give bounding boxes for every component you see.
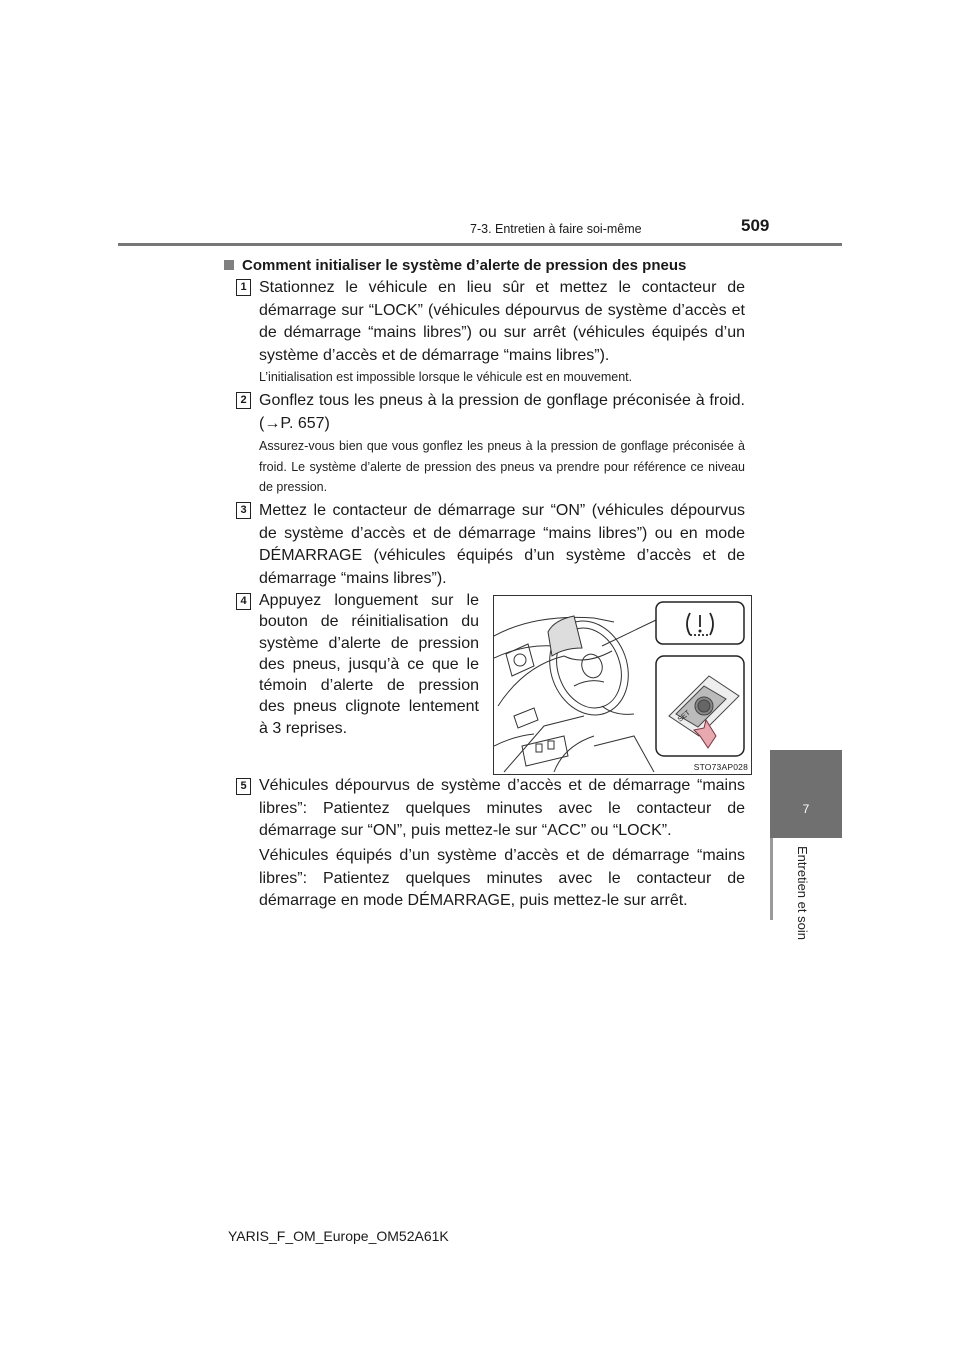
step-1-text: Stationnez le véhicule en lieu sûr et mettez le contacteur de démarrage sur “LOCK” (véhicules dépourvus de système d’accès et de démarrage “mains libres”) ou sur arrêt (véhicules équipés d’un système d’accès et de démarrage “mains libres”). xyxy=(259,279,745,364)
step-2-note: Assurez-vous bien que vous gonflez les pneus à la pression de gonflage préconisée à froid. Le système d’alerte de pression des pneus va prendre pour référence ce niveau de pression. xyxy=(259,439,745,494)
set-button-label: SET xyxy=(676,709,692,724)
step-number-3: 3 xyxy=(236,502,251,519)
header-divider xyxy=(118,243,842,246)
chapter-tab xyxy=(770,750,842,838)
dashboard-illustration xyxy=(493,595,752,775)
heading-text: Comment initialiser le système d’alerte de pression des pneus xyxy=(242,257,687,274)
section-title: 7-3. Entretien à faire soi-même xyxy=(470,222,642,236)
step-number-2: 2 xyxy=(236,392,251,409)
step-3-text: Mettez le contacteur de démarrage sur “ON” (véhicules dépourvus de système d’accès et de démarrage “mains libres”) ou en mode DÉMARRAGE (véhicules équipés d’un système d’accès et de démarrage “mains libres”). xyxy=(259,502,745,587)
dashboard-drawing xyxy=(494,596,751,774)
illustration-code: STO73AP028 xyxy=(693,762,748,772)
chapter-label: Entretien et soin xyxy=(795,846,810,940)
step-number-5: 5 xyxy=(236,778,251,795)
chapter-strip xyxy=(770,838,773,920)
step-number-4: 4 xyxy=(236,593,251,610)
step-number-1: 1 xyxy=(236,279,251,296)
step-5-text-2: Véhicules équipés d’un système d’accès et de démarrage “mains libres”: Patientez quelques minutes avec le contacteur de démarrage en mode DÉMARRAGE, puis mettez-le sur arrêt. xyxy=(259,847,745,909)
section-heading xyxy=(224,257,686,274)
step-5-text: Véhicules dépourvus de système d’accès et de démarrage “mains libres”: Patientez quelques minutes avec le contacteur de démarrage sur “ON”, puis mettez-le sur “ACC” ou “LOCK”. xyxy=(259,777,745,839)
heading-square-icon xyxy=(224,260,234,270)
document-code: YARIS_F_OM_Europe_OM52A61K xyxy=(228,1228,449,1244)
step-1-note: L’initialisation est impossible lorsque le véhicule est en mouvement. xyxy=(259,370,633,384)
chapter-number: 7 xyxy=(802,802,810,816)
step-2-text: Gonflez tous les pneus à la pression de gonflage préconisée à froid. (→P. 657) xyxy=(259,392,745,432)
page-number: 509 xyxy=(741,216,770,235)
step-4-text: Appuyez longuement sur le bouton de réinitialisation du système d’alerte de pression des pneus, jusqu’à ce que le témoin d’alerte de pression des pneus clignote lentement à 3 reprises. xyxy=(259,592,479,737)
